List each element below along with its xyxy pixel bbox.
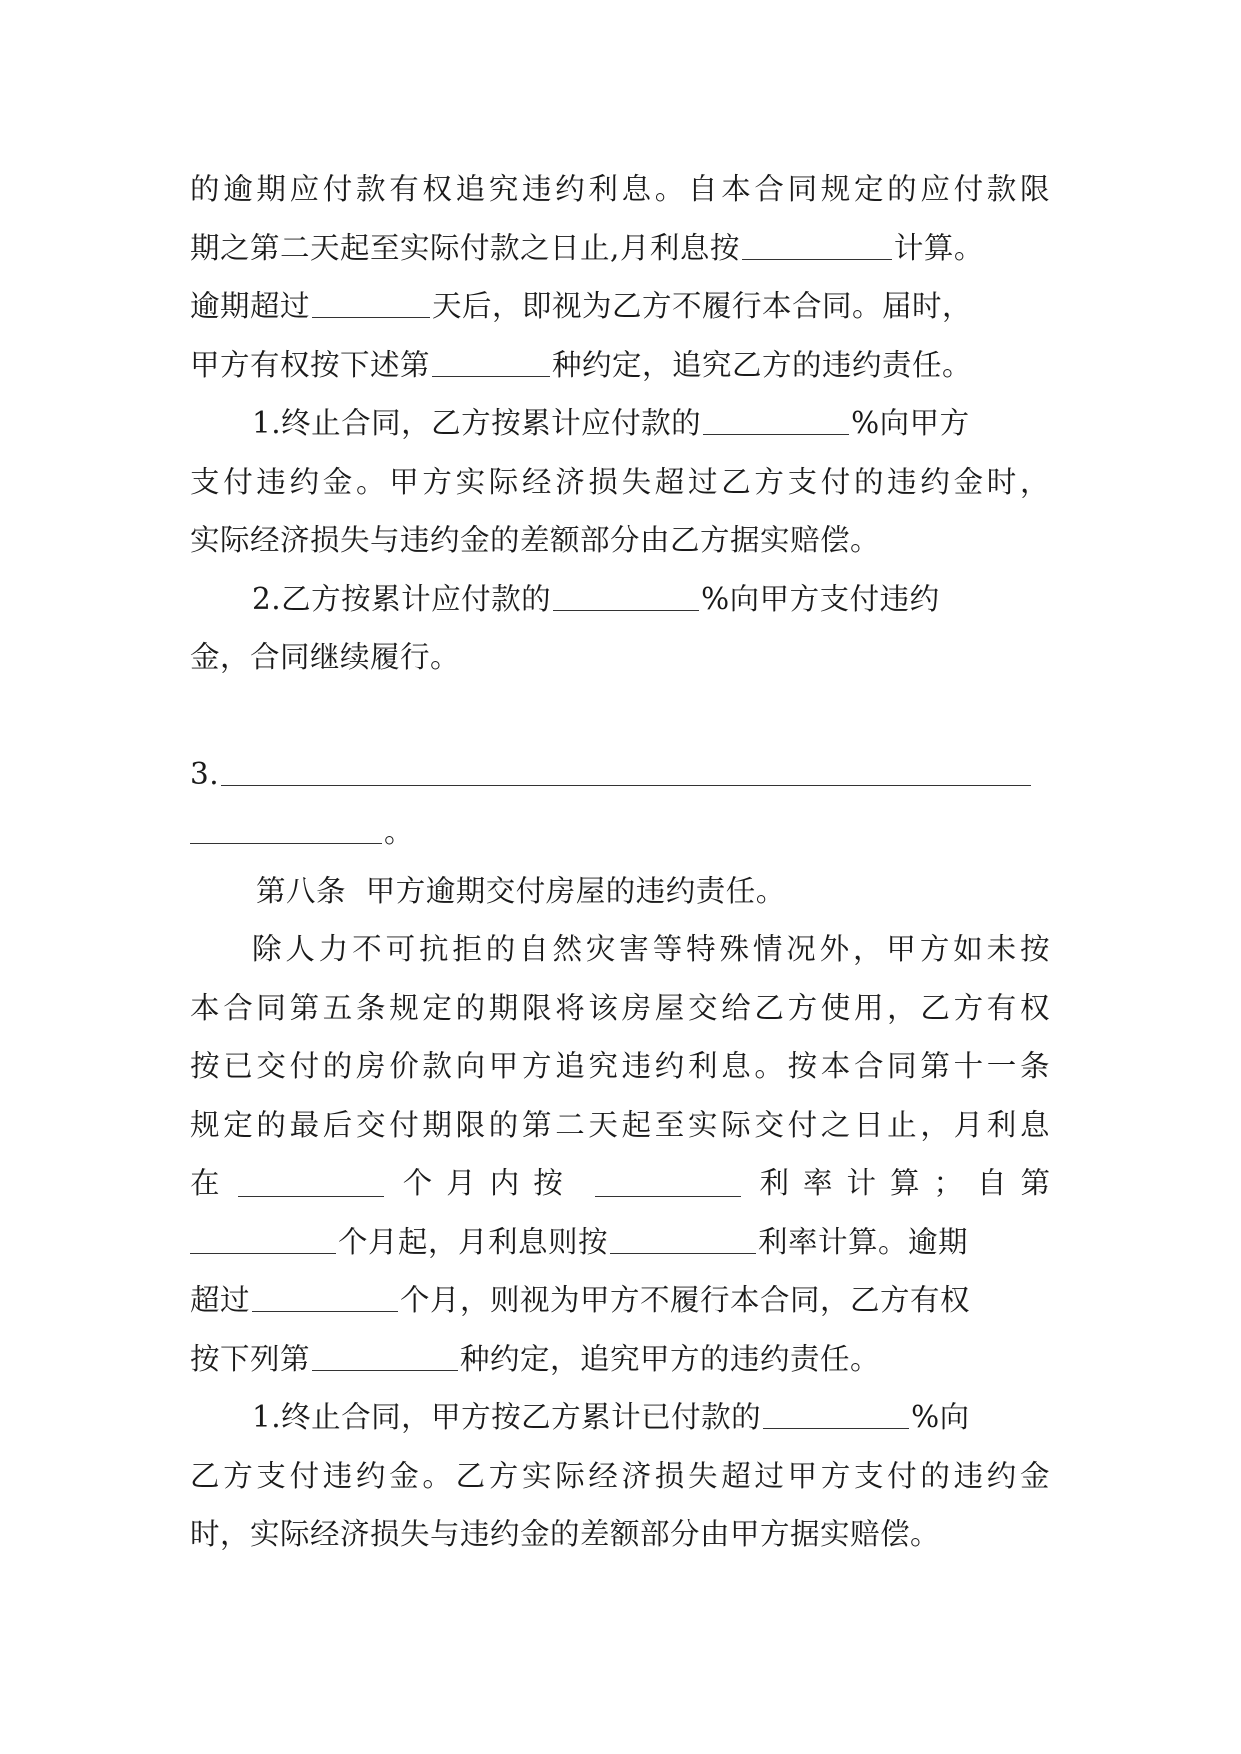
text-fragment: 个月，则视为甲方不履行本合同，乙方有权 bbox=[400, 1283, 971, 1317]
fill-blank[interactable] bbox=[252, 1285, 398, 1312]
fill-blank[interactable] bbox=[190, 1227, 336, 1254]
fill-blank[interactable] bbox=[763, 1402, 909, 1429]
fill-blank[interactable] bbox=[595, 1170, 741, 1197]
fill-blank[interactable] bbox=[190, 817, 382, 844]
text-fragment: %向甲方支付违约 bbox=[701, 581, 940, 616]
text-fragment: 2.乙方按累计应付款的 bbox=[252, 581, 552, 616]
text-fragment: 逾期超过 bbox=[190, 289, 311, 323]
text-line bbox=[190, 803, 1050, 862]
text-fragment: 种约定，追究甲方的违约责任。 bbox=[460, 1341, 881, 1376]
text-line bbox=[190, 1271, 1050, 1330]
text-line: 实际经济损失与违约金的差额部分由乙方据实赔偿。 bbox=[190, 523, 881, 557]
text-line bbox=[190, 219, 1050, 278]
text-line: 按已交付的房价款向甲方追究违约利息。按本合同第十一条 bbox=[190, 1049, 1050, 1083]
spacer bbox=[190, 687, 1050, 745]
text-line: 除人力不可抗拒的自然灾害等特殊情况外，甲方如未按 bbox=[252, 932, 1050, 966]
fill-blank[interactable] bbox=[703, 408, 849, 435]
text-fragment: 个月内按 bbox=[402, 1166, 577, 1200]
text-fragment: 超过 bbox=[190, 1283, 251, 1317]
fill-blank[interactable] bbox=[312, 291, 430, 318]
fill-blank[interactable] bbox=[238, 1170, 384, 1197]
fill-blank[interactable] bbox=[610, 1227, 756, 1254]
text-fragment: 利率计算；自第 bbox=[759, 1166, 1064, 1200]
text-fragment: %向 bbox=[911, 1400, 970, 1434]
text-line bbox=[190, 277, 1050, 336]
text-line bbox=[190, 1388, 1050, 1447]
text-fragment: 期之第二天起至实际付款之日止,月利息按 bbox=[190, 230, 740, 265]
text-fragment: %向甲方 bbox=[851, 406, 970, 440]
text-line bbox=[190, 570, 1050, 629]
fill-blank[interactable] bbox=[553, 584, 699, 611]
text-line bbox=[190, 336, 1050, 395]
text-line: 时，实际经济损失与违约金的差额部分由甲方据实赔偿。 bbox=[190, 1517, 941, 1551]
fill-blank[interactable] bbox=[312, 1344, 458, 1371]
section-heading: 第八条 甲方逾期交付房屋的违约责任。 bbox=[256, 873, 786, 908]
text-fragment: 甲方有权按下述第 bbox=[190, 347, 431, 382]
text-fragment: 。 bbox=[384, 815, 415, 849]
text-fragment: 1.终止合同，甲方按乙方累计已付款的 bbox=[252, 1400, 762, 1434]
fill-blank[interactable] bbox=[432, 350, 550, 377]
fill-blank[interactable] bbox=[742, 233, 892, 260]
text-line bbox=[190, 1330, 1050, 1389]
text-fragment: 种约定，追究乙方的违约责任。 bbox=[552, 347, 973, 382]
document-page bbox=[190, 160, 1064, 1564]
text-line: 本合同第五条规定的期限将该房屋交给乙方使用，乙方有权 bbox=[190, 990, 1050, 1025]
text-line: 金，合同继续履行。 bbox=[190, 640, 461, 674]
text-fragment: 3. bbox=[190, 756, 220, 791]
text-fragment: 天后，即视为乙方不履行本合同。届时， bbox=[432, 289, 973, 323]
text-fragment: 在 bbox=[190, 1166, 221, 1200]
text-line: 规定的最后交付期限的第二天起至实际交付之日止，月利息 bbox=[190, 1107, 1050, 1142]
text-fragment: 按下列第 bbox=[190, 1341, 311, 1376]
text-line bbox=[190, 1213, 1050, 1272]
fill-blank[interactable] bbox=[221, 759, 1031, 786]
text-line: 的逾期应付款有权追究违约利息。自本合同规定的应付款限 bbox=[190, 172, 1050, 206]
text-fragment: 1.终止合同，乙方按累计应付款的 bbox=[252, 406, 702, 440]
text-line: 乙方支付违约金。乙方实际经济损失超过甲方支付的违约金 bbox=[190, 1458, 1050, 1493]
text-line bbox=[190, 745, 1050, 804]
text-line bbox=[190, 394, 1050, 453]
text-line: 支付违约金。甲方实际经济损失超过乙方支付的违约金时， bbox=[190, 464, 1050, 499]
text-fragment: 利率计算。逾期 bbox=[758, 1224, 969, 1259]
text-fragment: 计算。 bbox=[893, 230, 984, 265]
text-fragment: 个月起，月利息则按 bbox=[338, 1224, 609, 1259]
text-line bbox=[190, 1154, 1064, 1213]
